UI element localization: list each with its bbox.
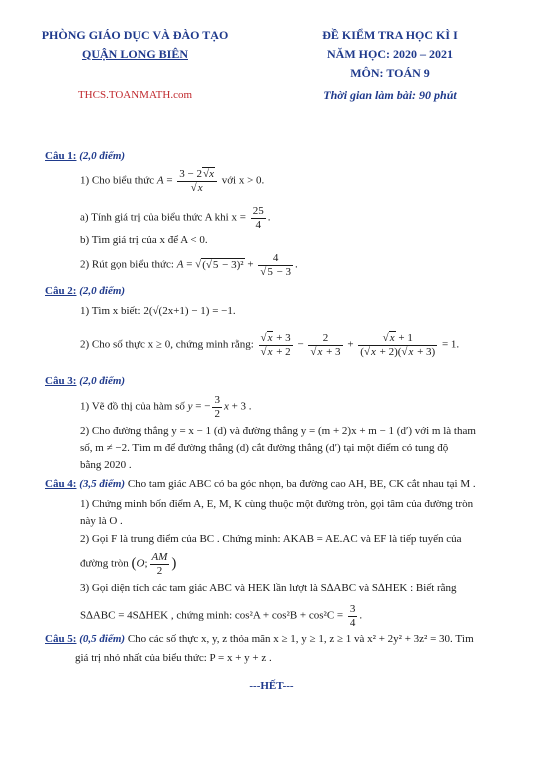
question-5-heading: Câu 5: (0,5 điểm) Cho các số thực x, y, z thỏa mãn x ≥ 1, y ≥ 1, z ≥ 1 và x² + 2y² + 3z² = 30. Tìm <box>45 633 474 645</box>
q3-line-2: 2) Cho đường thẳng y = x − 1 (d) và đường thẳng y = (m + 2)x + m − 1 (d′) với m là tham <box>80 425 476 437</box>
q4-line-3: 2) Gọi F là trung điểm của BC . Chứng minh: AKAB = AE.AC và EF là tiếp tuyến của <box>80 533 462 545</box>
q1-line-2: 2) Rút gọn biểu thức: A = √(√5 − 3)² + $\frac{4}{√5 - 3}$ . <box>80 252 298 278</box>
q4-line-5: 3) Gọi diện tích các tam giác ABC và HEK lần lượt là S∆ABC và S∆HEK : Biết rằng <box>80 582 457 594</box>
exam-title: ĐỀ KIỂM TRA HỌC KÌ I <box>322 28 458 42</box>
q1-line-a: a) Tính giá trị của biểu thức A khi x = $\frac{25}{4}$ . <box>80 205 271 231</box>
district-name: QUẬN LONG BIÊN <box>81 47 188 61</box>
question-4-heading: Câu 4: (3,5 điểm) Cho tam giác ABC có ba góc nhọn, ba đường cao AH, BE, CK cắt nhau tại M . <box>45 478 476 490</box>
q4-line-1: 1) Chứng minh bốn điểm A, E, M, K cùng thuộc một đường tròn, gọi tâm của đường tròn <box>80 498 474 510</box>
department-name: PHÒNG GIÁO DỤC VÀ ĐÀO TẠO <box>41 28 229 42</box>
q3-line-4: bằng 2020 . <box>80 459 132 471</box>
end-marker: ---HẾT--- <box>249 680 294 692</box>
subject: MÔN: TOÁN 9 <box>350 66 430 80</box>
q2-line-1: 1) Tìm x biết: 2(√(2x+1) − 1) = −1. <box>80 305 236 317</box>
question-2-heading: Câu 2: (2,0 điểm) <box>45 285 126 297</box>
q3-line-3: số, m ≠ −2. Tìm m để đường thẳng (d) cắt đường thẳng (d′) tại một điểm có tung độ <box>80 442 449 454</box>
q1-line-b: b) Tìm giá trị của x để A < 0. <box>80 234 208 246</box>
website-label: THCS.TOANMATH.com <box>77 89 193 101</box>
school-year: NĂM HỌC: 2020 – 2021 <box>327 47 453 61</box>
q4-line-6: S∆ABC = 4S∆HEK , chứng minh: cos²A + cos²B + cos²C = $\frac{3}{4}$ . <box>80 603 363 629</box>
question-3-heading: Câu 3: (2,0 điểm) <box>45 375 126 387</box>
q4-line-4: đường tròn (O; $\frac{AM}{2}$ ) <box>80 551 177 577</box>
q1-expression-fraction: $\frac{3 - 2√x}{√x}$ <box>177 168 217 194</box>
time-limit: Thời gian làm bài: 90 phút <box>323 88 457 102</box>
q2-line-2: 2) Cho số thực x ≥ 0, chứng minh rằng: $\frac{√x + 3}{√x + 2}$ − $\frac{2}{√x + 3}$ + $\frac{√x + 1}{(√x + 2)(√x + 3)}$ = 1. <box>80 332 460 358</box>
q3-line-1: 1) Vẽ đồ thị của hàm số y = − $\frac{3}{2}$ x + 3 . <box>80 394 252 420</box>
question-1-heading: Câu 1: (2,0 điểm) <box>45 150 126 162</box>
q4-line-2: này là O . <box>80 515 123 527</box>
q5-line-2: giá trị nhỏ nhất của biểu thức: P = x + y + z . <box>75 652 272 664</box>
q1-line-1: 1) Cho biểu thức A = $\frac{3 - 2√x}{√x}$ với x > 0. <box>80 168 265 194</box>
